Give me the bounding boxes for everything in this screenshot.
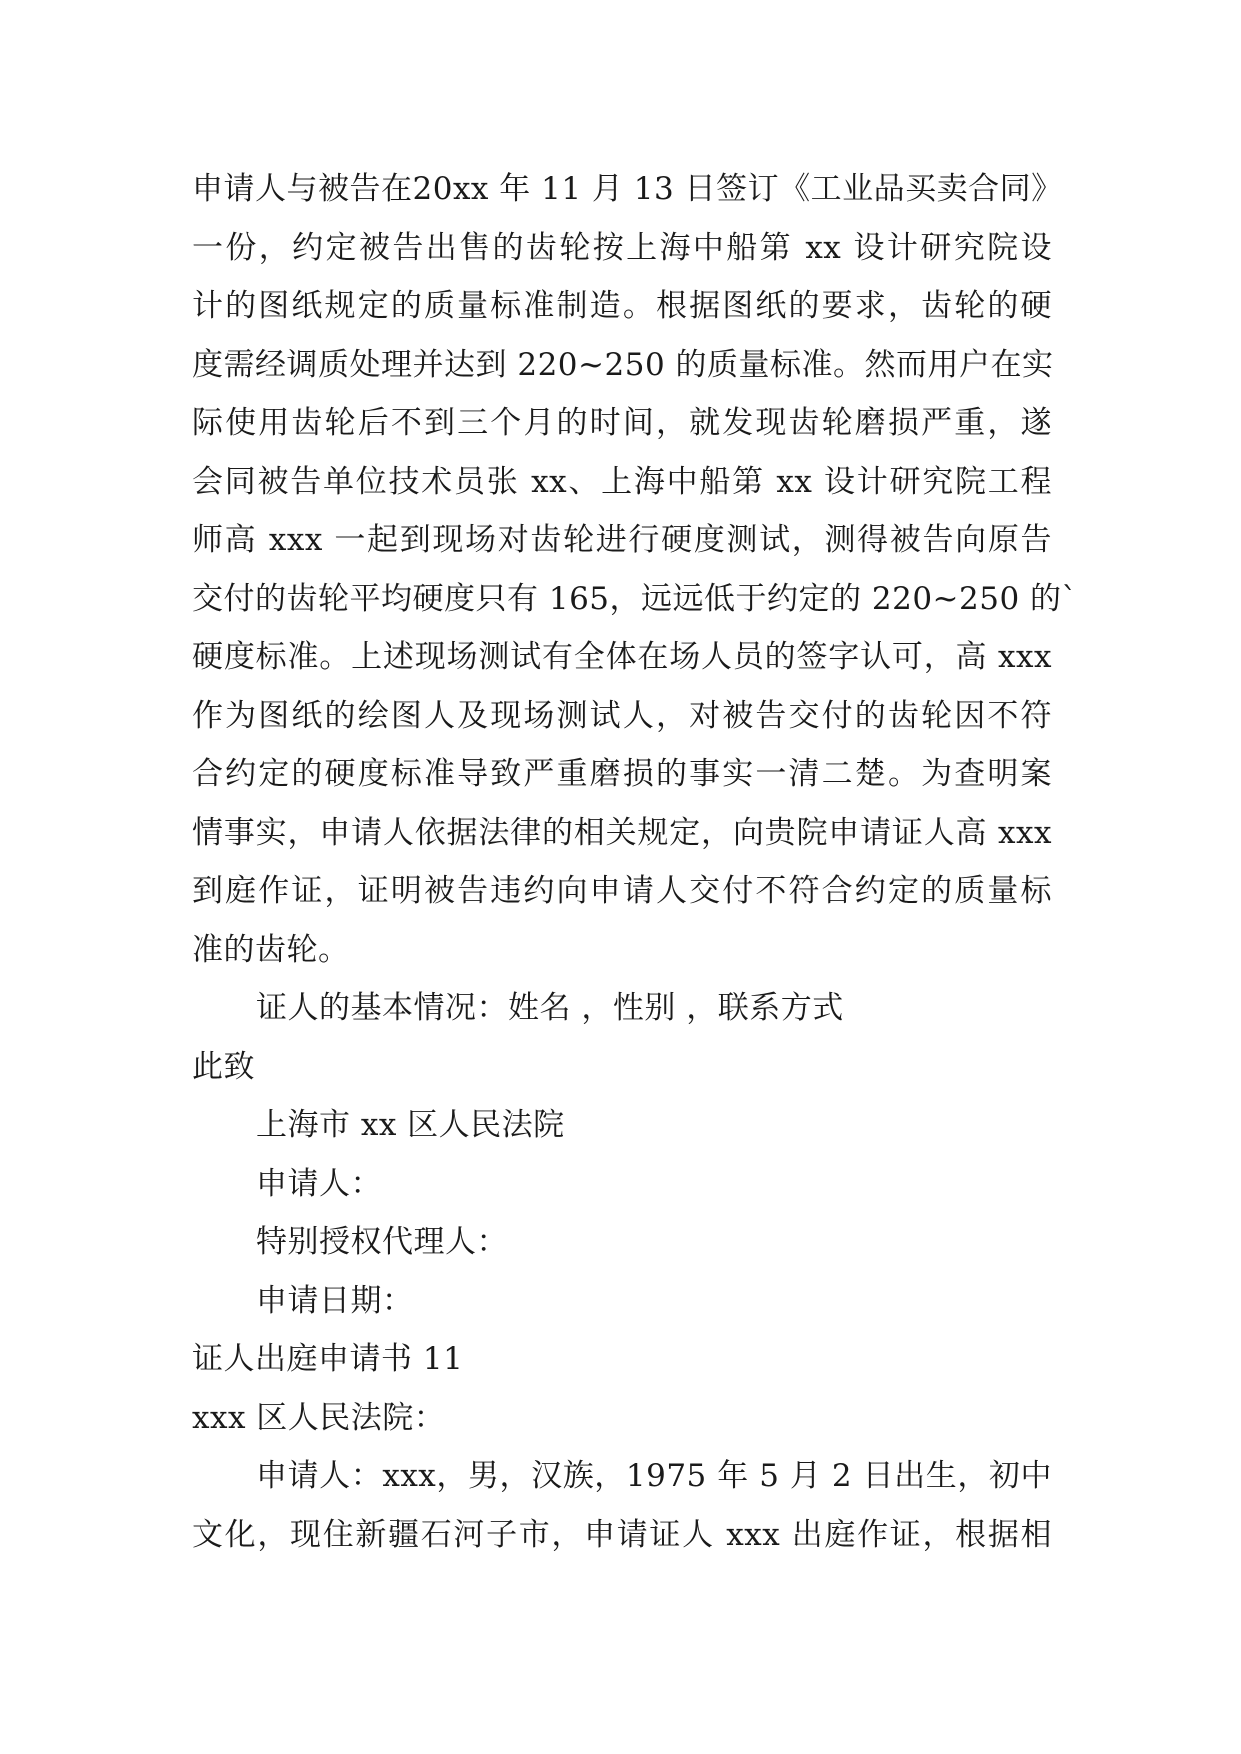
paragraph-line: 到庭作证，证明被告违约向申请人交付不符合约定的质量标 bbox=[192, 873, 1052, 909]
paragraph-line: 度需经调质处理并达到 220~250 的质量标准。然而用户在实 bbox=[192, 346, 1054, 383]
paragraph-line: 情事实，申请人依据法律的相关规定，向贵院申请证人高 xxx bbox=[192, 814, 1052, 851]
paragraph-line: 计的图纸规定的质量标准制造。根据图纸的要求，齿轮的硬 bbox=[192, 288, 1052, 324]
paragraph-line: 一份，约定被告出售的齿轮按上海中船第 xx 设计研究院设 bbox=[192, 229, 1052, 266]
paragraph-line: 申请人与被告在20xx 年 11 月 13 日签订《工业品买卖合同》 bbox=[192, 171, 1063, 207]
paragraph-line: 交付的齿轮平均硬度只有 165，远远低于约定的 220~250 的` bbox=[192, 580, 1078, 617]
paragraph-line: 合约定的硬度标准导致严重磨损的事实一清二楚。为查明案 bbox=[192, 756, 1052, 792]
document-page bbox=[192, 160, 1078, 1564]
paragraph-line: 际使用齿轮后不到三个月的时间，就发现齿轮磨损严重，遂 bbox=[192, 405, 1052, 441]
paragraph-line: 师高 xxx 一起到现场对齿轮进行硬度测试，测得被告向原告 bbox=[192, 522, 1052, 558]
applicant-signature-label: 申请人： bbox=[256, 1165, 382, 1202]
paragraph-line: 作为图纸的绘图人及现场测试人，对被告交付的齿轮因不符 bbox=[192, 697, 1052, 734]
paragraph-line: 申请人：xxx，男，汉族，1975 年 5 月 2 日出生，初中 bbox=[256, 1458, 1052, 1494]
section-title: 证人出庭申请书 11 bbox=[192, 1341, 464, 1377]
body-paragraph bbox=[192, 1447, 1052, 1564]
paragraph-line: 硬度标准。上述现场测试有全体在场人员的签字认可，高 xxx bbox=[192, 639, 1052, 675]
closing-salutation: 此致 bbox=[192, 1048, 255, 1085]
witness-info: 证人的基本情况：姓名 ，性别 ，联系方式 bbox=[256, 990, 844, 1026]
body-paragraph bbox=[192, 160, 1078, 979]
paragraph-line: 准的齿轮。 bbox=[192, 931, 350, 968]
agent-signature-label: 特别授权代理人： bbox=[256, 1224, 508, 1260]
court-name: 上海市 xx 区人民法院 bbox=[256, 1107, 565, 1143]
addressee: xxx 区人民法院： bbox=[192, 1399, 446, 1436]
paragraph-line: 文化，现住新疆石河子市，申请证人 xxx 出庭作证，根据相 bbox=[192, 1516, 1052, 1553]
application-date-label: 申请日期： bbox=[256, 1282, 414, 1319]
paragraph-line: 会同被告单位技术员张 xx、上海中船第 xx 设计研究院工程 bbox=[192, 463, 1052, 500]
